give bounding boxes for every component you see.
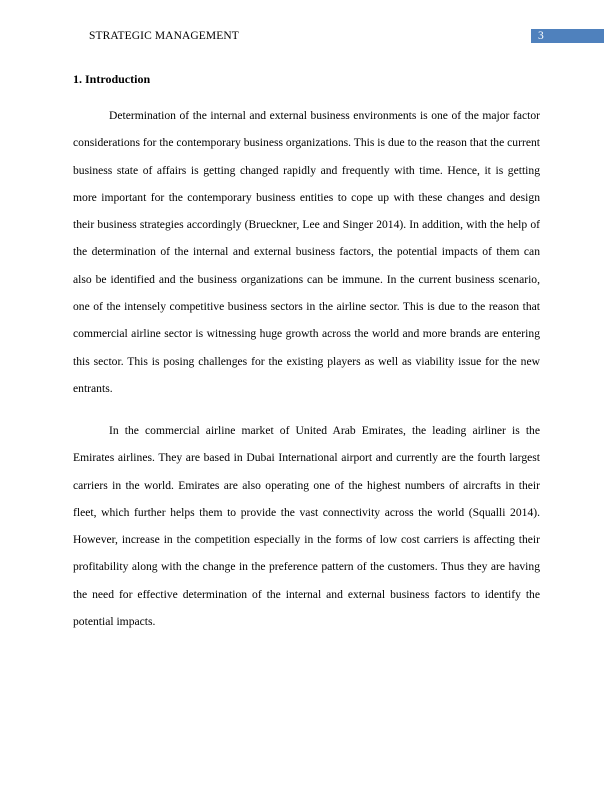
page-number-box bbox=[531, 29, 604, 43]
paragraph-introduction-1: Determination of the internal and external business environments is one of the major factor considerations for the contemporary business organizations. This is due to the reason that the current business state of affairs is getting changed rapidly and frequently with time. Hence, it is getting more important for the contemporary business entities to cope up with these changes and design their business strategies accordingly (Brueckner, Lee and Singer 2014). In addition, with the help of the determination of the internal and external business factors, the potential impacts of them can also be identified and the business organizations can be immune. In the current business scenario, one of the intensely competitive business sectors in the airline sector. This is due to the reason that commercial airline sector is witnessing huge growth across the world and more brands are entering this sector. This is posing challenges for the existing players as well as viability issue for the new entrants. bbox=[73, 109, 540, 395]
running-header-title: STRATEGIC MANAGEMENT bbox=[89, 30, 239, 42]
paragraph-introduction-2: In the commercial airline market of United Arab Emirates, the leading airliner is the Emirates airlines. They are based in Dubai International airport and currently are the fourth largest carriers in the world. Emirates are also operating one of the highest numbers of aircrafts in their fleet, which further helps them to provide the vast connectivity across the world (Squalli 2014). However, increase in the competition especially in the forms of low cost carriers is affecting their profitability along with the change in the preference pattern of the customers. Thus they are having the need for effective determination of the internal and external business factors to identify the potential impacts. bbox=[73, 424, 540, 629]
page-number: 3 bbox=[538, 30, 544, 42]
section-heading: 1. Introduction bbox=[73, 72, 151, 86]
